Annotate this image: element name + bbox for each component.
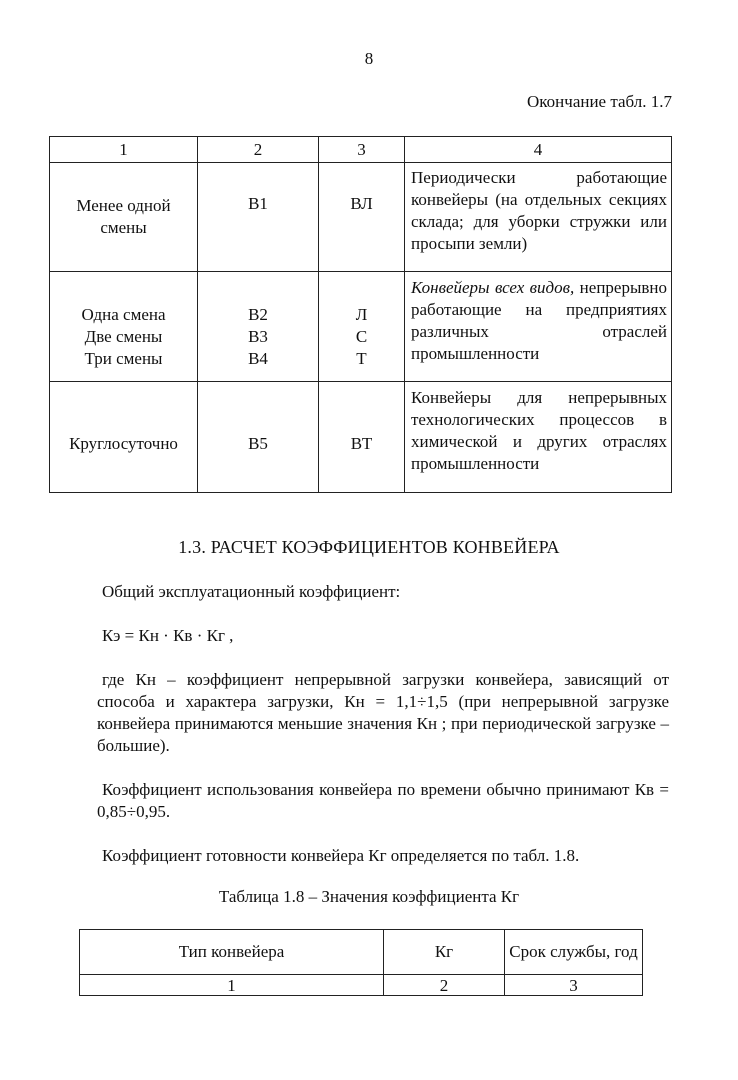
- col-header-kg: Кг: [384, 930, 505, 975]
- table-1-8: [79, 929, 643, 996]
- col-number-2: 2: [384, 975, 505, 996]
- code-cell: [198, 272, 319, 382]
- mode-line: С: [355, 326, 368, 346]
- col-header-service-life: Срок службы, год: [505, 930, 643, 975]
- shift-cell: [50, 272, 198, 382]
- mode-line: Л: [355, 304, 368, 324]
- col-number-1: 1: [80, 975, 384, 996]
- col-header-type: Тип конвейера: [80, 930, 384, 975]
- table-1-7: [49, 136, 672, 493]
- mode-cell: ВТ: [319, 382, 405, 493]
- shift-line: Две смены: [84, 326, 163, 346]
- col-header-1: 1: [50, 137, 198, 163]
- shift-line: Три смены: [84, 348, 163, 368]
- table-header-row: [50, 137, 672, 163]
- shift-cell: Менее одной смены: [50, 163, 198, 272]
- page-number: 8: [364, 49, 374, 68]
- table-continuation-label: Окончание табл. 1.7: [527, 92, 672, 111]
- table-1-8-caption: Таблица 1.8 – Значения коэффициента Кг: [218, 887, 520, 906]
- col-number-3: 3: [505, 975, 643, 996]
- code-line: В2: [248, 304, 268, 324]
- code-line: В3: [248, 326, 268, 346]
- general-coefficient-label: Общий эксплуатационный коэффициент:: [102, 582, 401, 601]
- mode-cell: ВЛ: [319, 163, 405, 272]
- table-number-row: [80, 975, 643, 996]
- shift-line: Одна смена: [81, 304, 166, 324]
- col-header-4: 4: [405, 137, 672, 163]
- code-cell: В1: [198, 163, 319, 272]
- shift-cell: Круглосуточно: [50, 382, 198, 493]
- mode-line: Т: [356, 348, 367, 368]
- description-cell: Периодически работающие конвейеры (на отдельных секциях склада; для уборки стружки или просыпи земли): [405, 163, 672, 272]
- table-row: [50, 163, 672, 272]
- table-header-row: [80, 930, 643, 975]
- col-header-2: 2: [198, 137, 319, 163]
- table-row: [50, 382, 672, 493]
- where-paragraph: где Кн – коэффициент непрерывной загрузки конвейера, зависящий от способа и характера загрузки, Кн = 1,1÷1,5 (при непрерывной загрузке конвейера принимаются меньшие значения Кн ; при периодической загрузке – большие).: [97, 670, 669, 755]
- description-italic: Конвейеры всех видов,: [411, 278, 575, 297]
- description-cell: [405, 272, 672, 382]
- col-header-3: 3: [319, 137, 405, 163]
- usage-paragraph: Коэффициент использования конвейера по времени обычно принимают Кв = 0,85÷0,95.: [97, 780, 669, 821]
- code-line: В4: [248, 348, 268, 368]
- section-heading: 1.3. РАСЧЕТ КОЭФФИЦИЕНТОВ КОНВЕЙЕРА: [178, 537, 560, 557]
- description-rest: непрерывно работающие на предприятиях различных отраслей промышленности: [411, 278, 668, 363]
- formula: Кэ = Кн · Кв · Кг ,: [102, 626, 234, 645]
- mode-cell: [319, 272, 405, 382]
- table-row: [50, 272, 672, 382]
- readiness-paragraph: Коэффициент готовности конвейера Кг определяется по табл. 1.8.: [102, 846, 580, 865]
- code-cell: В5: [198, 382, 319, 493]
- description-cell: Конвейеры для непрерывных технологических процессов в химической и других отраслях промышленности: [405, 382, 672, 493]
